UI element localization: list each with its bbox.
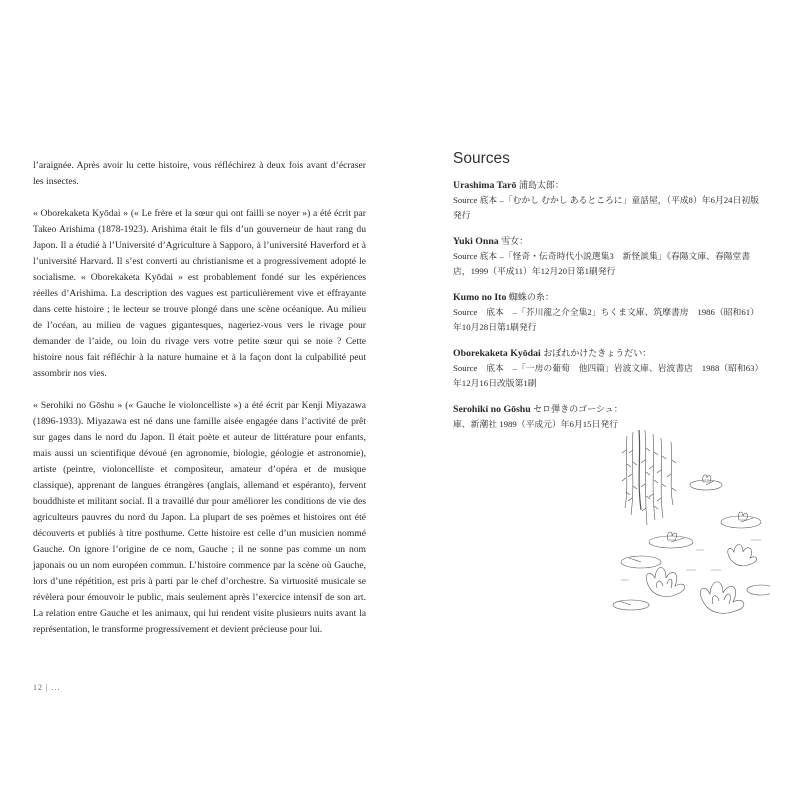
source-entry-head xyxy=(453,402,763,417)
source-entry-oborekaketa xyxy=(453,346,763,391)
source-title-jp: 浦島太郎： xyxy=(518,180,564,190)
source-body: 庫、新潮社 1989（平成元）年6月15日発行 xyxy=(453,419,618,429)
source-title: Yuki Onna xyxy=(453,236,499,247)
sources-heading: Sources xyxy=(453,150,510,167)
source-title-jp: おぼれかけたきょうだい： xyxy=(543,348,652,358)
source-entry-yuki-onna xyxy=(453,234,763,279)
source-title: Serohiki no Gōshu xyxy=(453,404,531,415)
source-body: Source 底本 –「一房の葡萄 他四篇」岩波文庫、岩波書店 1988（昭和63）年12月16日改版第1刷 xyxy=(453,363,759,388)
source-entry-serohiki xyxy=(453,402,763,432)
source-title-jp: セロ弾きのゴーシュ： xyxy=(533,404,623,414)
source-title-jp: 蜘蛛の糸： xyxy=(508,292,554,302)
source-entry-head xyxy=(453,346,763,361)
right-page xyxy=(400,0,800,800)
source-entry-head xyxy=(453,178,763,193)
paragraph-serohiki: « Serohiki no Gōshu » (« Gauche le violoncelliste ») a été écrit par Kenji Miyazawa (1896-1933). Miyazawa est né dans une famille aisée engagée dans l’activité de prêt sur gages dans le nord du Japon. Il était poète et auteur de littérature pour enfants, mais aussi un scientifique dévoué (en agronomie, biologie, géologie et astronomie), artiste (peintre, violoncelliste et compositeur, amateur d’opéra et de musique classique), apprenant de langues étrangères (anglais, allemand et espéranto), fervent bouddhiste et militant social. Il a travaillé dur pour améliorer les conditions de vie des agriculteurs pauvres du nord du Japon. La plupart de ses poèmes et histoires ont été découverts et publiés à titre posthume. Cette histoire est celle d’un musicien nommé Gauche. On ignore l’origine de ce nom, Gauche ; il ne sonne pas comme un nom japonais ou un nom européen commun. L’histoire commence par la scène où Gauche, lors d’une répétition, est pris à parti par le chef d’orchestre. Sa virtuosité musicale se révèlera pour émouvoir le public, mais seulement après l’exercice intensif de son art. La relation entre Gauche et les animaux, qui lui rendent visite plusieurs nuits avant la représentation, le transforme progressivement et devient précieuse pour lui. xyxy=(33,400,366,635)
source-title: Oborekaketa Kyōdai xyxy=(453,348,541,359)
source-body: Source 底本 –「怪奇・伝奇時代小説選集3 新怪談集」《春陽文庫、春陽堂書店，1999（平成11）年12月20日第1刷発行 xyxy=(453,251,751,276)
sources-section xyxy=(453,150,763,443)
source-entry-head xyxy=(453,234,763,249)
left-page-text xyxy=(33,158,366,654)
source-title: Kumo no Ito xyxy=(453,292,507,303)
source-body: Source 底本 –「むかし むかし あるところに」童話屋，（平成8）年6月24日初版発行 xyxy=(453,195,759,220)
source-title: Urashima Tarō xyxy=(453,180,517,191)
paragraph-oborekaketa: « Oborekaketa Kyōdai » (« Le frère et la sœur qui ont failli se noyer ») a été écrit par Takeo Arishima (1878-1923). Arishima était le fils d’un gouverneur de haut rang du Japon. Il a étudié à l’Université d’Agriculture à Sapporo, à l’université Haverford et à l’université Harvard. Il s’est converti au christianisme et a progressivement adopté le socialisme. « Oborekaketa Kyōdai » est probablement fondé sur les expériences réelles d’Arishima. La description des vagues est particulièrement vive et effrayante dans cette histoire ; le lecteur se trouve plongé dans une scène océanique. Au milieu de l’océan, au milieu de vagues gigantesques, nageriez-vous vers le rivage pour demander de l’aide, ou loin du rivage vers votre petite sœur qui se noie ? Cette histoire nous fait réfléchir à la nature humaine et à la façon dont la culpabilité peut assombrir nos vies. xyxy=(33,208,366,379)
page-folio: 12 | ... xyxy=(33,683,61,692)
lotus-pond-illustration xyxy=(611,430,770,615)
source-entry-kumo-no-ito xyxy=(453,290,763,335)
source-body: Source 底本 –「芥川龍之介全集2」ちくま文庫、筑摩書房 1986（昭和61）年10月28日第1刷発行 xyxy=(453,307,759,332)
source-entry-head xyxy=(453,290,763,305)
source-entry-urashima xyxy=(453,178,763,223)
source-title-jp: 雪女： xyxy=(501,236,529,246)
paragraph-spider-end: l’araignée. Après avoir lu cette histoire, vous réfléchirez à deux fois avant d’écraser les insectes. xyxy=(33,160,366,187)
